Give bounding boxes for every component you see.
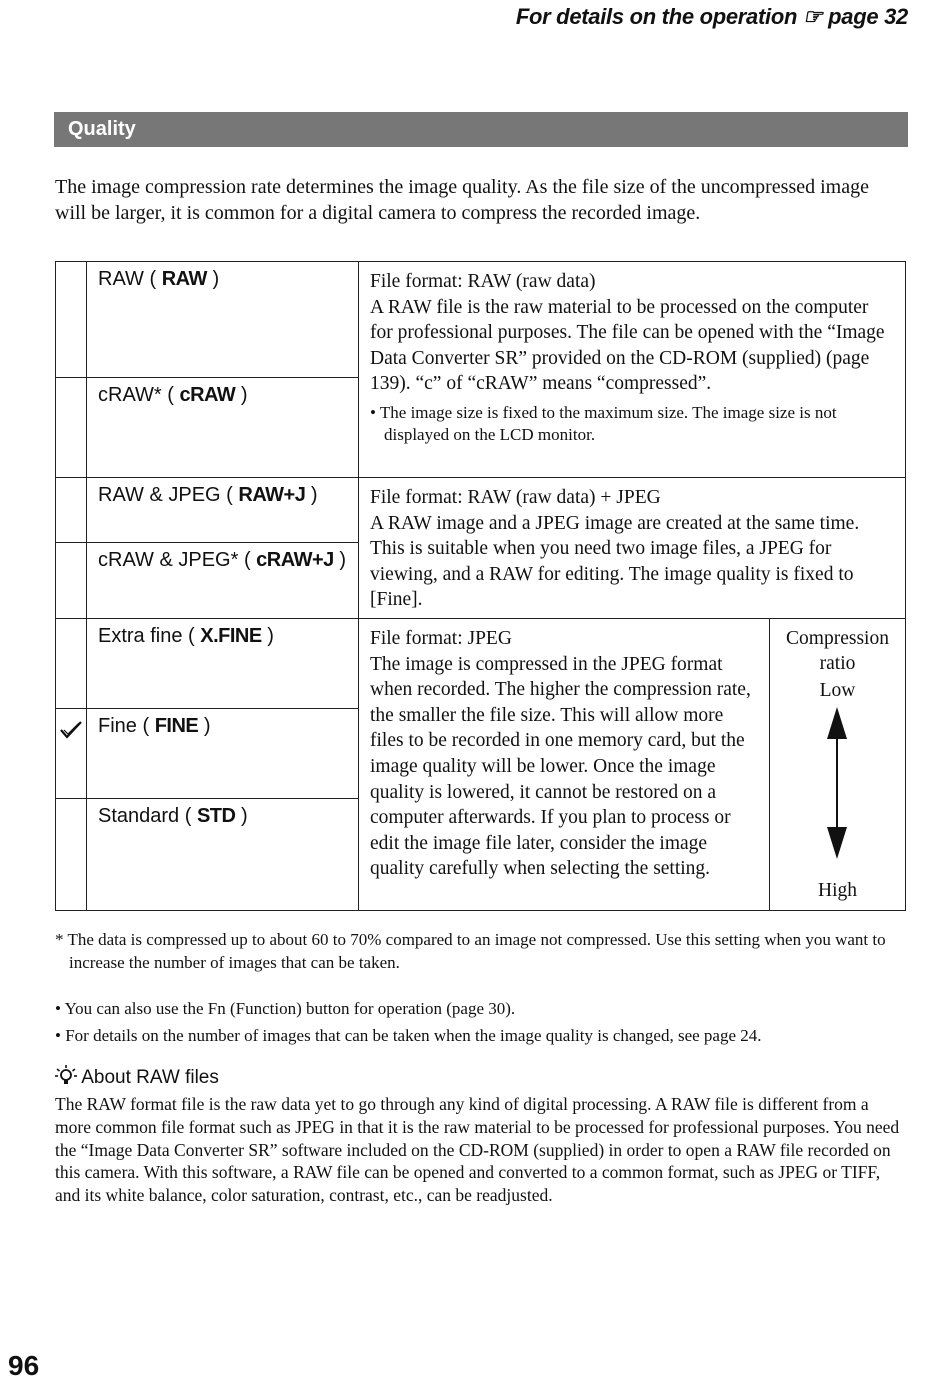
tip-heading <box>55 1065 219 1089</box>
footnote: * The data is compressed up to about 60 to 70% compared to an image not compressed. Use this setting when you want to increase the number of images that can be taken. <box>55 930 886 972</box>
jpeg-description-text: File format: JPEG The image is compressed in the JPEG format when recorded. The higher the compression rate, the smaller the file size. This will allow more files to be recorded in one memory card, but the image quality will be lower. Once the image quality is lowered, it cannot be restored on a computer afterwards. If you plan to process or edit the image file later, consider the image quality carefully when selecting the setting. <box>370 628 751 880</box>
check-cell <box>56 378 87 478</box>
option-badge: X.FINE <box>200 625 262 647</box>
intro-paragraph: The image compression rate determines the image quality. As the file size of the uncompressed image will be larger, it is common for a digital camera to compress the recorded image. <box>55 176 869 224</box>
check-cell <box>56 478 87 543</box>
option-close: ) <box>212 268 220 290</box>
option-badge: cRAW+J <box>256 549 334 571</box>
page-number: 96 <box>8 1350 40 1381</box>
section-title: Quality <box>68 118 136 140</box>
option-fine <box>87 709 359 799</box>
option-close: ) <box>240 384 248 406</box>
raw-description-text: File format: RAW (raw data) A RAW file is the raw material to be processed on the computer for professional purposes. The file can be opened with the “Image Data Converter SR” provided on the CD-ROM (supplied) (page 139). “c” of “cRAW” means “compressed”. <box>370 271 885 395</box>
option-craw-jpeg <box>87 543 359 619</box>
check-cell <box>56 799 87 911</box>
table-row <box>56 619 906 709</box>
option-label: cRAW & JPEG* ( <box>98 549 251 571</box>
option-badge: cRAW <box>179 384 236 406</box>
compression-high: High <box>817 880 857 901</box>
check-cell <box>56 262 87 378</box>
tip-title: About RAW files <box>81 1067 219 1088</box>
option-badge: FINE <box>154 715 199 737</box>
table-row <box>56 478 906 543</box>
option-close: ) <box>339 549 346 571</box>
option-close: ) <box>310 484 318 506</box>
double-arrow-icon <box>822 707 852 859</box>
lightbulb-icon <box>55 1065 77 1087</box>
quality-table <box>55 261 906 911</box>
option-badge: RAW <box>161 268 207 290</box>
checkmark-icon <box>59 720 83 740</box>
option-raw <box>87 262 359 378</box>
option-close: ) <box>203 715 211 737</box>
compression-ratio-cell <box>769 619 905 911</box>
table-row <box>56 262 906 378</box>
option-label: Fine ( <box>98 715 150 737</box>
option-standard <box>87 799 359 911</box>
note-image-count: • For details on the number of images that can be taken when the image quality is changed, see page 24. <box>55 1026 762 1045</box>
check-cell <box>56 543 87 619</box>
page-reference: For details on the operation ☞ page 32 <box>515 4 908 29</box>
option-craw <box>87 378 359 478</box>
raw-jpeg-description-text: File format: RAW (raw data) + JPEG A RAW image and a JPEG image are created at the same time. This is suitable when you need two image files, a JPEG for viewing, and a RAW for editing. The image quality is fixed to [Fine]. <box>370 487 860 611</box>
check-cell <box>56 619 87 709</box>
option-close: ) <box>241 805 248 827</box>
check-cell <box>56 709 87 799</box>
jpeg-description <box>359 619 770 911</box>
raw-description <box>359 262 906 478</box>
option-raw-jpeg <box>87 478 359 543</box>
option-close: ) <box>267 625 274 647</box>
option-badge: STD <box>196 805 236 827</box>
tip-body: The RAW format file is the raw data yet to go through any kind of digital processing. A RAW file is different from a more common file format such as JPEG in that it is the raw material to be processed for professional purposes. You need the “Image Data Converter SR” software included on the CD-ROM (supplied) in order to open a RAW file recorded on this camera. With this software, a RAW file can be opened and converted to a common format, such as JPEG or TIFF, and its white balance, color saturation, contrast, etc., can be readjusted. <box>55 1094 900 1206</box>
option-label: RAW ( <box>98 268 157 290</box>
section-title-bar <box>54 112 908 147</box>
option-label: Extra fine ( <box>98 625 195 647</box>
option-extra-fine <box>87 619 359 709</box>
raw-jpeg-description <box>359 478 906 619</box>
raw-note: • The image size is fixed to the maximum size. The image size is not displayed on the LCD monitor. <box>370 402 837 444</box>
option-label: Standard ( <box>98 805 192 827</box>
compression-low: Low <box>819 680 856 701</box>
option-label: cRAW* ( <box>98 384 174 406</box>
option-label: RAW & JPEG ( <box>98 484 233 506</box>
compression-title: Compression ratio <box>786 628 889 674</box>
option-badge: RAW+J <box>238 484 306 506</box>
note-fn-button: • You can also use the Fn (Function) button for operation (page 30). <box>55 999 516 1018</box>
